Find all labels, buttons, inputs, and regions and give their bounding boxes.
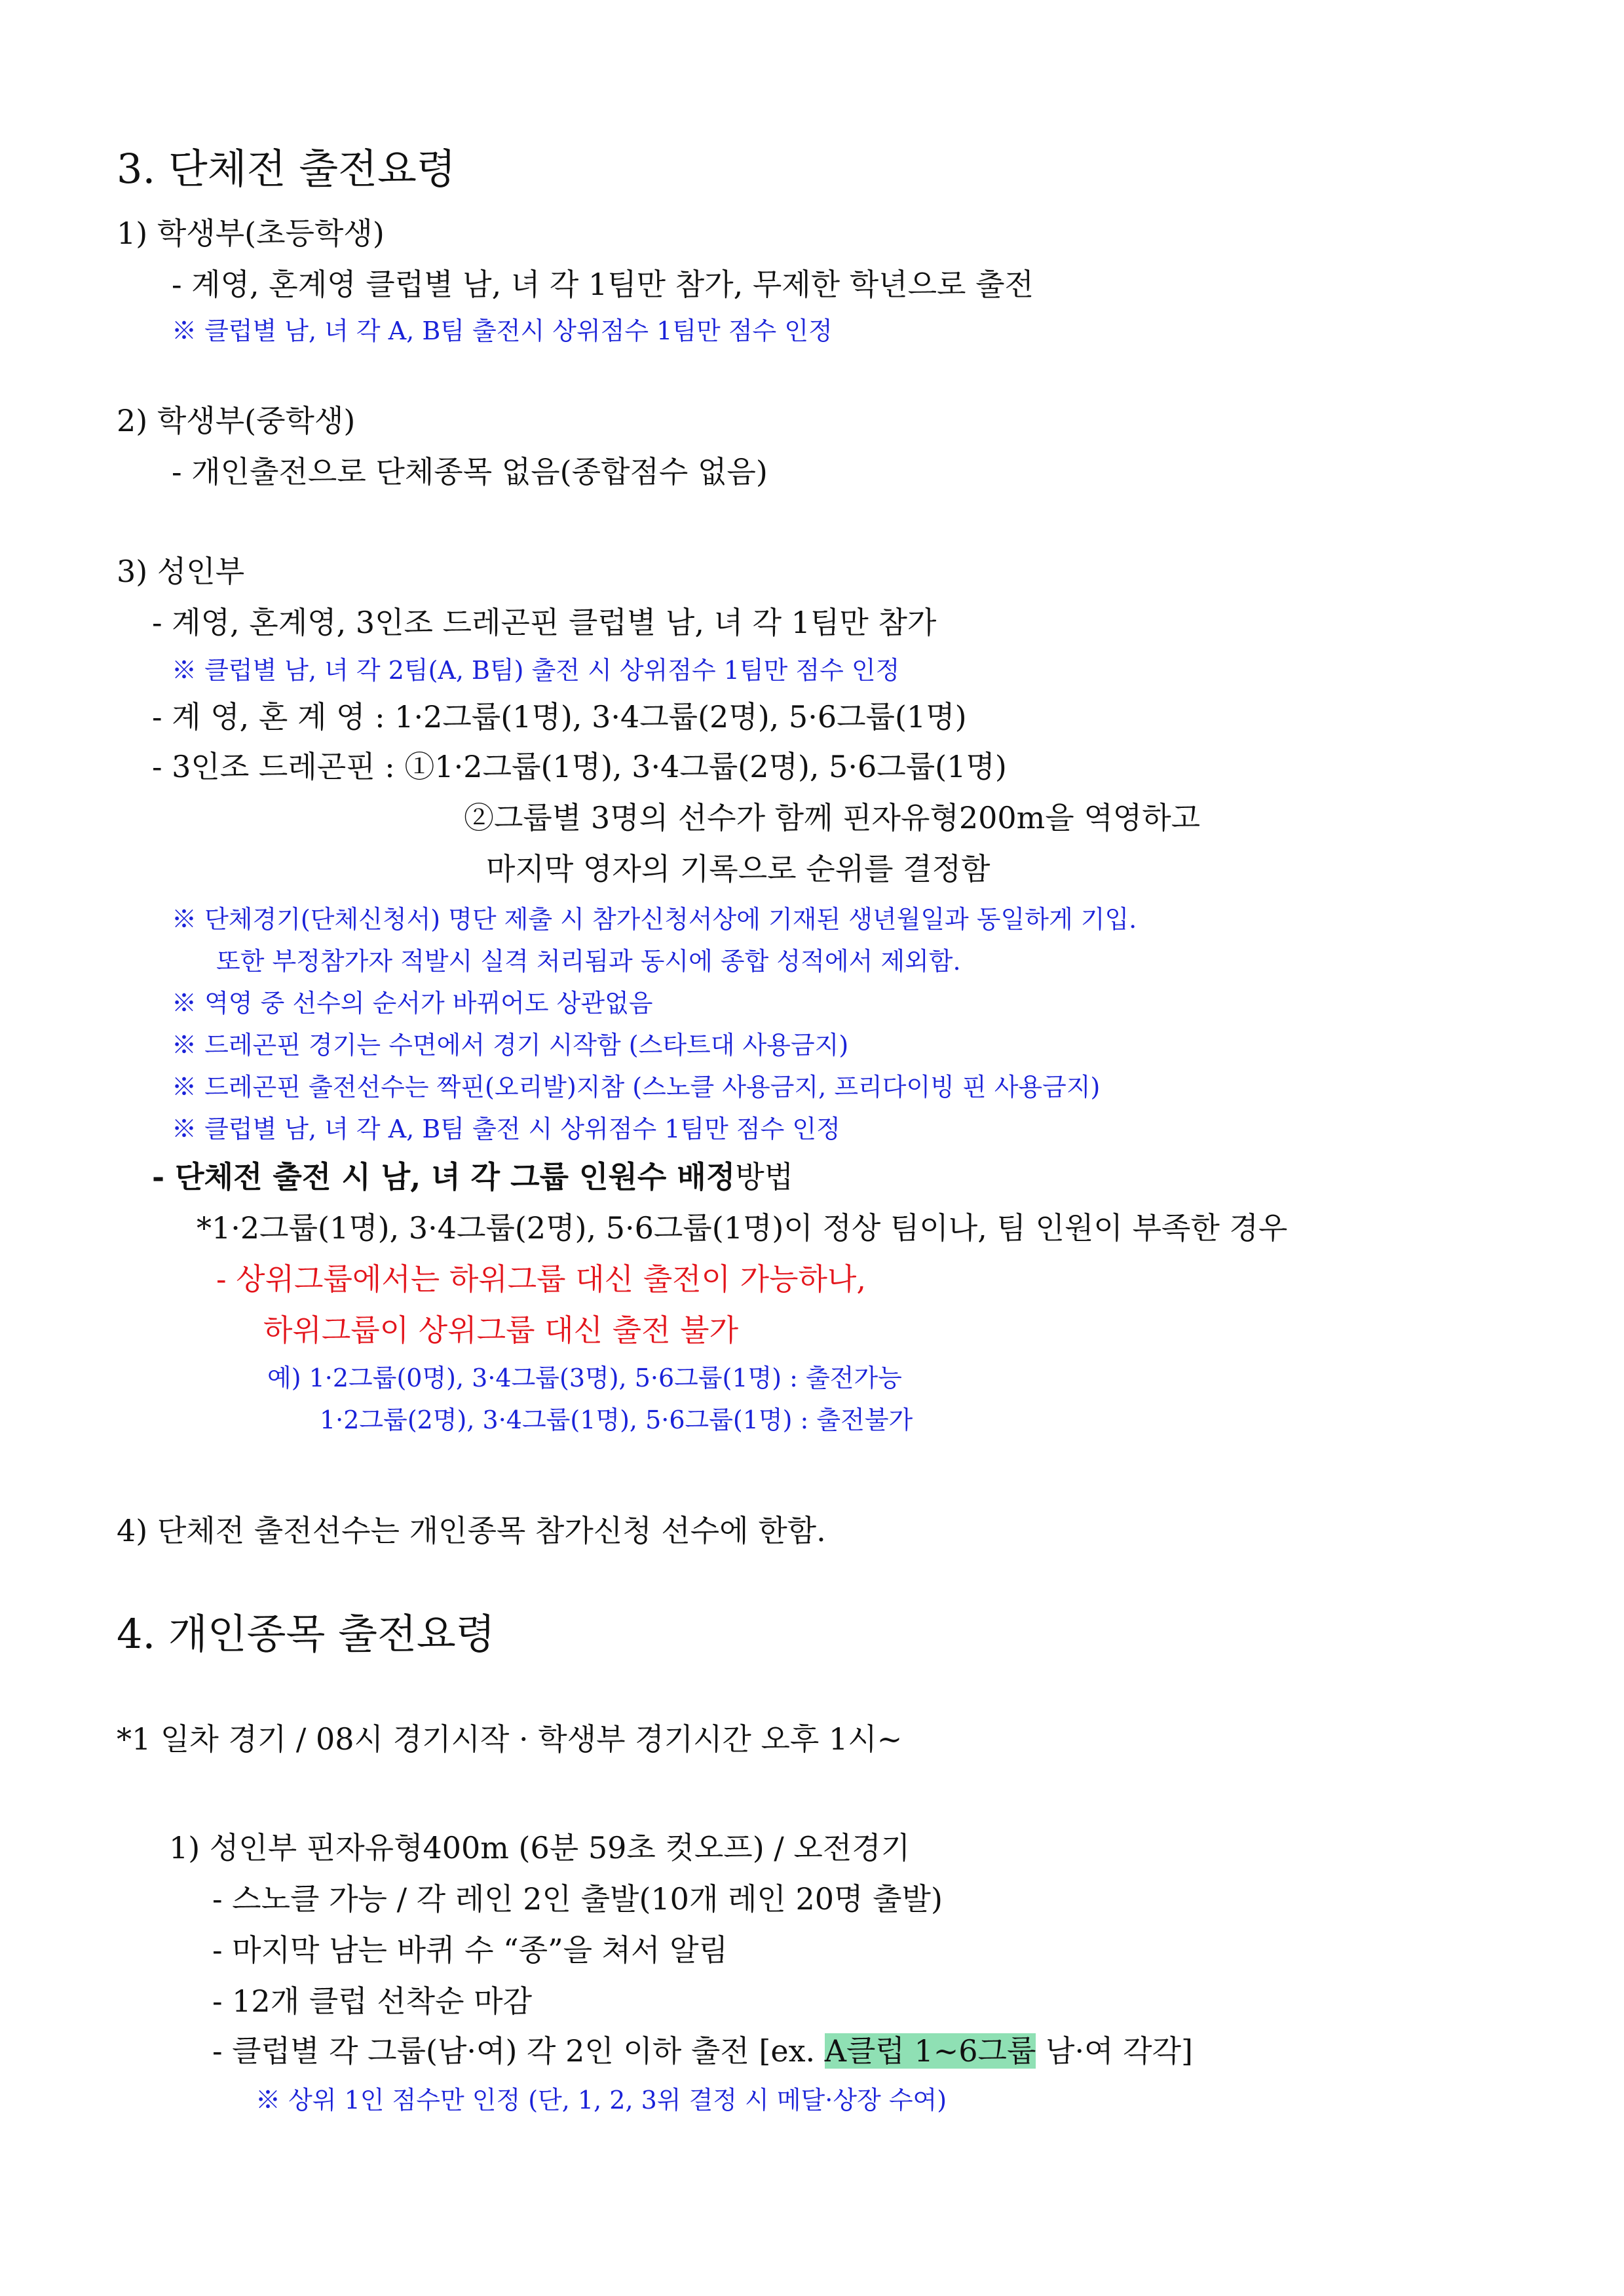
section3-warning-line2: 하위그룹이 상위그룹 대신 출전 불가 <box>263 1312 739 1348</box>
section4-title: 4. 개인종목 출전요령 <box>117 1610 495 1658</box>
item1-line4-post: 남·여 각각] <box>1036 2033 1193 2069</box>
section3-part3-note2: ※ 단체경기(단체신청서) 명단 제출 시 참가신청서상에 기재된 생년월일과 동일하게 기입. <box>172 905 1137 934</box>
item1-line4-highlight: A클럽 1∼6그룹 <box>824 2033 1036 2069</box>
section3-group-allocation-heading <box>152 1160 793 1195</box>
section3-part3-note4: ※ 역영 중 선수의 순서가 바뀌어도 상관없음 <box>172 989 653 1018</box>
allocation-heading-bold: - 단체전 출전 시 남, 녀 각 그룹 인원수 배정 <box>152 1159 736 1195</box>
section3-part3-line2: - 계 영, 혼 계 영 : 1·2그룹(1명), 3·4그룹(2명), 5·6그룹(1명) <box>152 699 967 735</box>
item1-line4-pre: - 클럽별 각 그룹(남·여) 각 2인 이하 출전 [ex. <box>212 2033 825 2069</box>
section4-item1-line1: - 스노클 가능 / 각 레인 2인 출발(10개 레인 20명 출발) <box>212 1881 943 1917</box>
section3-title: 3. 단체전 출전요령 <box>117 145 456 193</box>
section3-part1-heading: 1) 학생부(초등학생) <box>117 216 385 251</box>
section3-example1: 예) 1·2그룹(0명), 3·4그룹(3명), 5·6그룹(1명) : 출전가능 <box>267 1364 902 1392</box>
section3-part1-note1: ※ 클럽별 남, 녀 각 A, B팀 출전시 상위점수 1팀만 점수 인정 <box>172 316 833 345</box>
section3-part4-heading: 4) 단체전 출전선수는 개인종목 참가신청 선수에 한함. <box>117 1513 826 1548</box>
section3-part3-note6: ※ 드레곤핀 출전선수는 짝핀(오리발)지참 (스노클 사용금지, 프리다이빙 핀 사용금지) <box>172 1073 1101 1101</box>
section3-warning-line1: - 상위그룹에서는 하위그룹 대신 출전이 가능하나, <box>216 1261 866 1297</box>
section3-part3-line5: 마지막 영자의 기록으로 순위를 결정함 <box>486 851 991 887</box>
section4-item1-note1: ※ 상위 1인 점수만 인정 (단, 1, 2, 3위 결정 시 메달·상장 수여) <box>255 2086 947 2114</box>
section3-part3-line6: *1·2그룹(1명), 3·4그룹(2명), 5·6그룹(1명)이 정상 팀이나, 팀 인원이 부족한 경우 <box>197 1210 1288 1246</box>
section3-part3-line3: - 3인조 드레곤핀 : ①1·2그룹(1명), 3·4그룹(2명), 5·6그룹(1명) <box>152 749 1007 784</box>
allocation-heading-rest: 방법 <box>735 1159 794 1195</box>
section3-part1-line1: - 계영, 혼계영 클럽별 남, 녀 각 1팀만 참가, 무제한 학년으로 출전 <box>172 267 1034 302</box>
section3-part3-note7: ※ 클럽별 남, 녀 각 A, B팀 출전 시 상위점수 1팀만 점수 인정 <box>172 1115 840 1143</box>
section4-day1: *1 일차 경기 / 08시 경기시작 · 학생부 경기시간 오후 1시~ <box>117 1721 903 1757</box>
section3-part2-line1: - 개인출전으로 단체종목 없음(종합점수 없음) <box>172 454 768 489</box>
section3-example2: 1·2그룹(2명), 3·4그룹(1명), 5·6그룹(1명) : 출전불가 <box>320 1406 913 1434</box>
section3-part3-note5: ※ 드레곤핀 경기는 수면에서 경기 시작함 (스타트대 사용금지) <box>172 1031 849 1060</box>
section3-part2-heading: 2) 학생부(중학생) <box>117 403 356 438</box>
section4-item1-line4 <box>212 2034 1193 2069</box>
section4-item1-line2: - 마지막 남는 바퀴 수 “종”을 쳐서 알림 <box>212 1932 728 1968</box>
section3-part3-note1: ※ 클럽별 남, 녀 각 2팀(A, B팀) 출전 시 상위점수 1팀만 점수 인정 <box>172 656 900 685</box>
section3-part3-note3: 또한 부정참가자 적발시 실격 처리됨과 동시에 종합 성적에서 제외함. <box>216 947 961 976</box>
section3-part3-heading: 3) 성인부 <box>117 554 245 589</box>
section4-item1-line3: - 12개 클럽 선착순 마감 <box>212 1983 533 2019</box>
section4-item1-heading: 1) 성인부 핀자유형400m (6분 59초 컷오프) / 오전경기 <box>169 1830 911 1866</box>
section3-part3-line1: - 계영, 혼계영, 3인조 드레곤핀 클럽별 남, 녀 각 1팀만 참가 <box>152 605 937 640</box>
section3-part3-line4: ②그룹별 3명의 선수가 함께 핀자유형200m을 역영하고 <box>464 800 1201 835</box>
